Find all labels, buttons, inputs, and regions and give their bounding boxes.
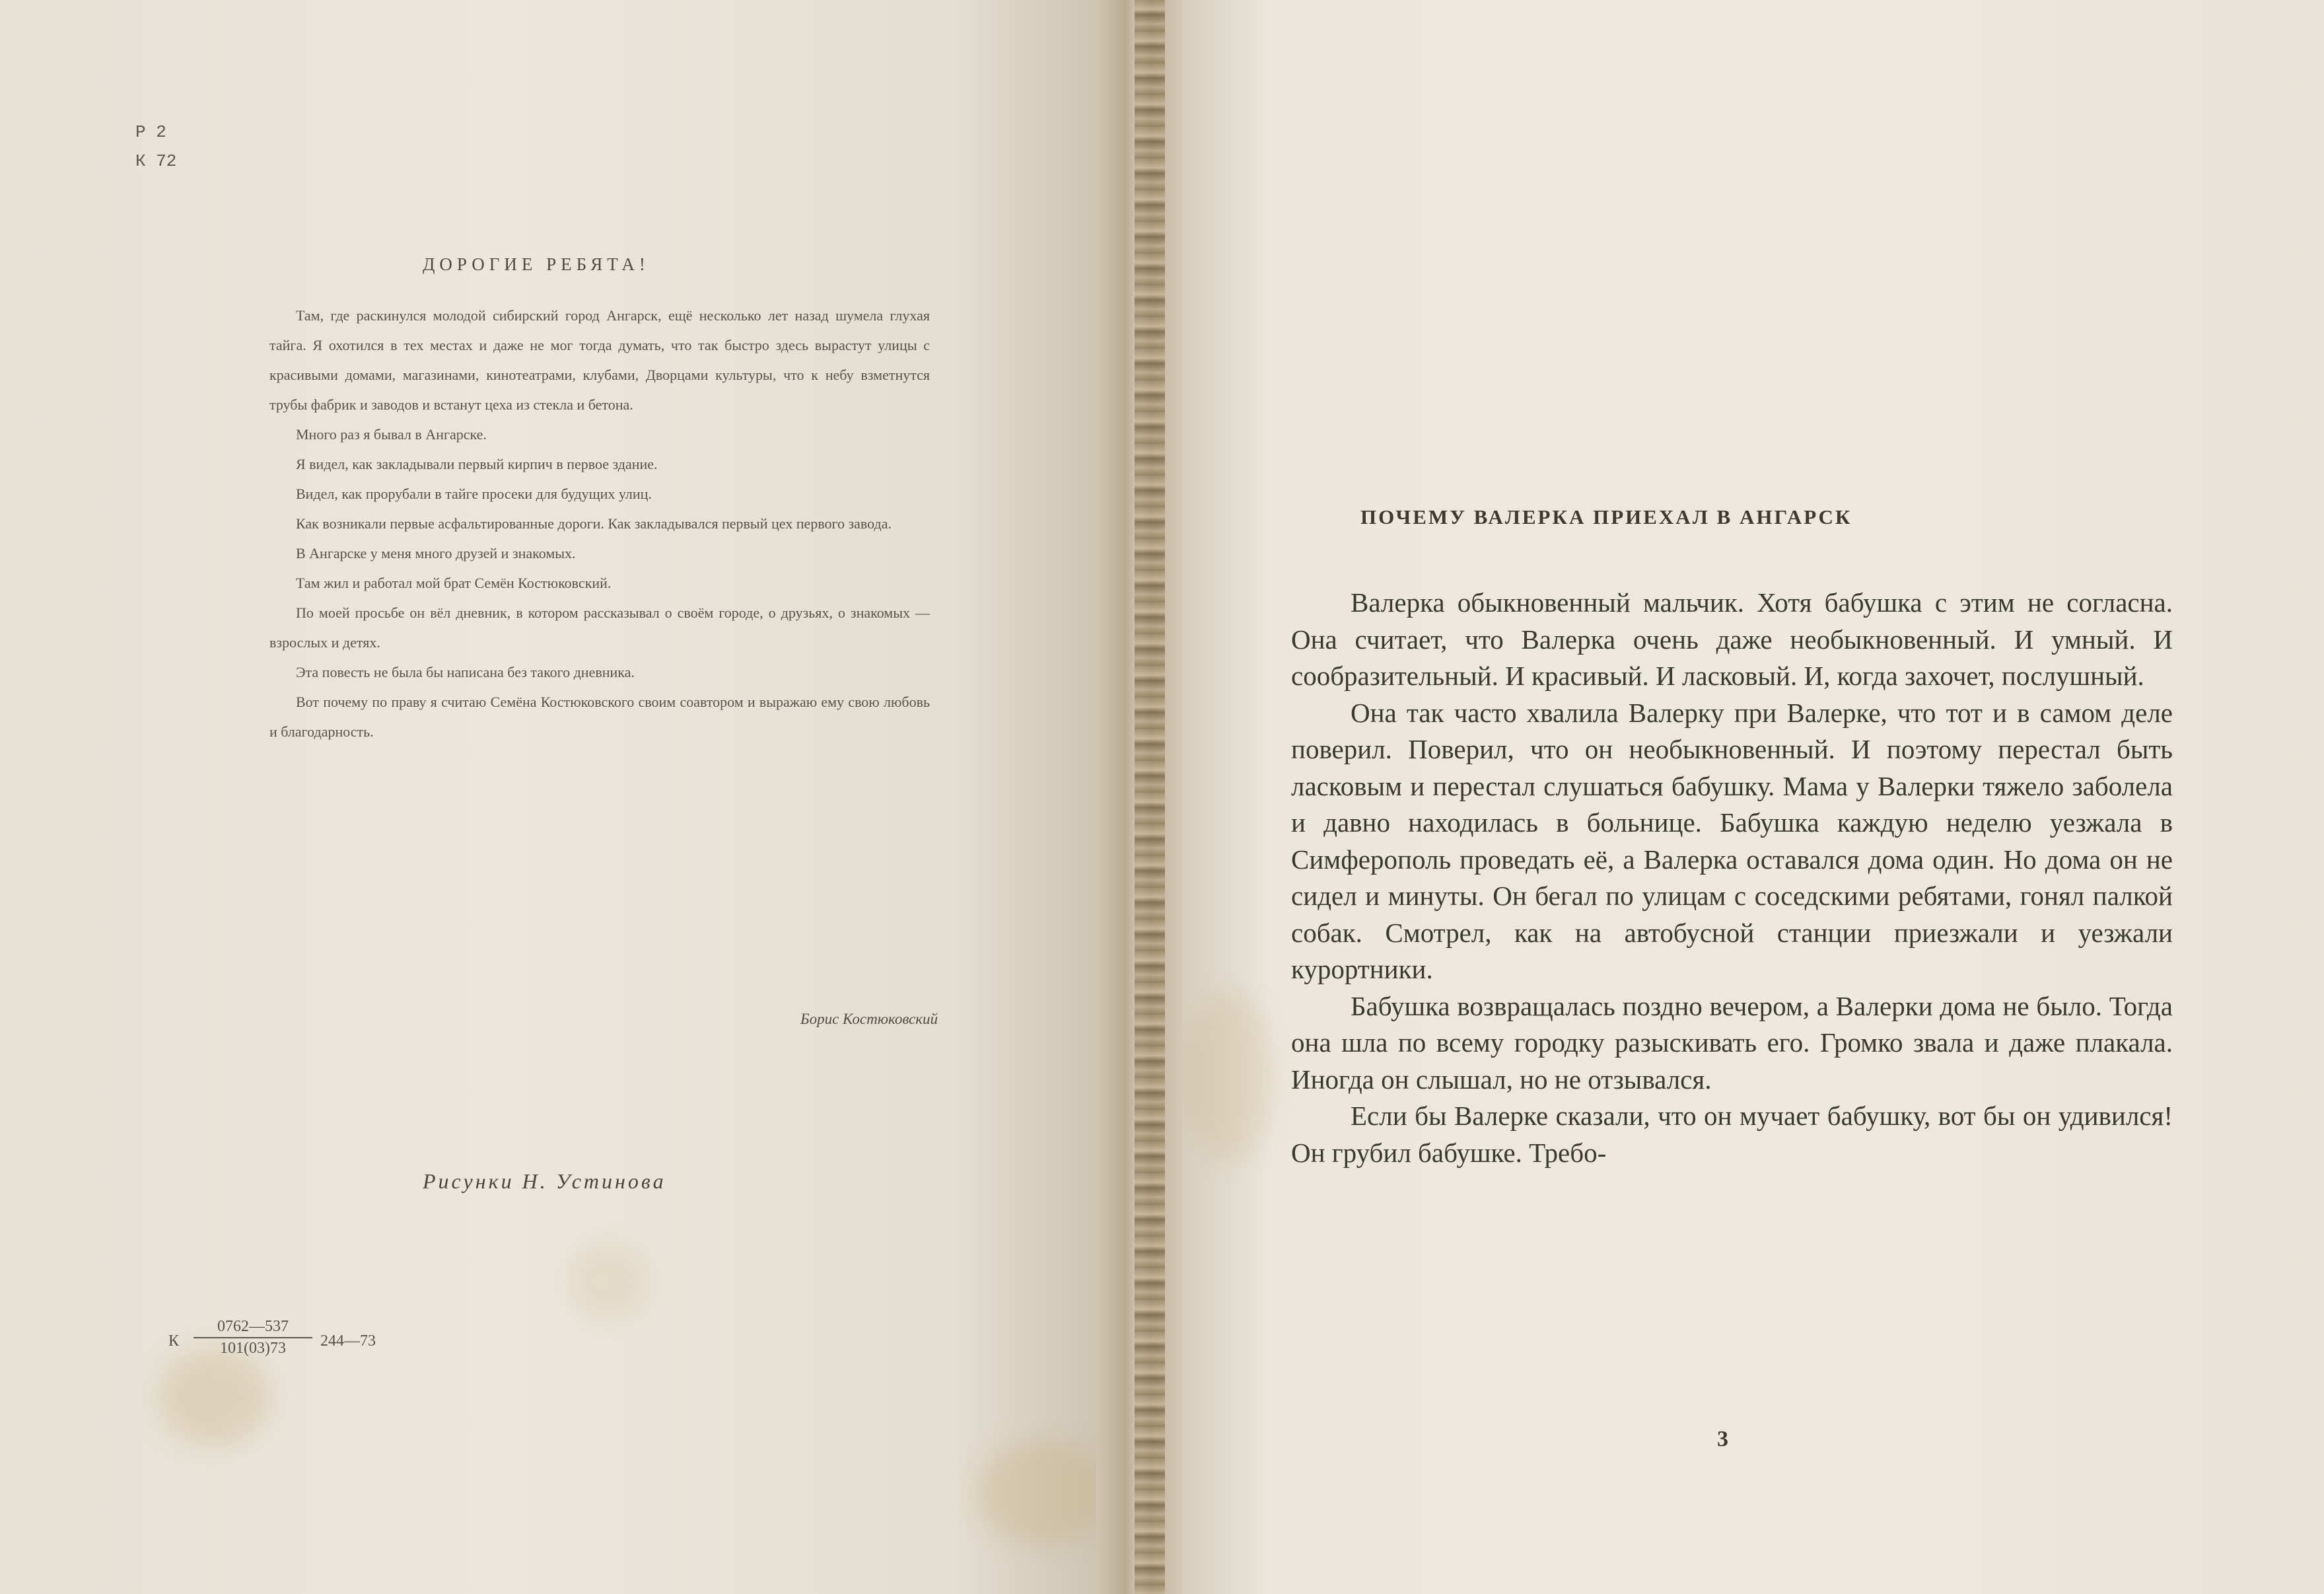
paper-stain	[568, 1242, 647, 1321]
book-spine	[1135, 0, 1165, 1594]
preface-text	[269, 301, 930, 746]
preface-paragraph: Видел, как прорубали в тайге просеки для будущих улиц.	[296, 486, 652, 502]
catalog-numerator: 0762—537	[194, 1318, 312, 1338]
author-signature: Борис Костюковский	[800, 1011, 938, 1027]
preface-paragraph: По моей просьбе он вёл дневник, в котором рассказывал о своём городе, о друзьях, о знакомых — взрослых и детях.	[269, 604, 930, 651]
left-page	[0, 0, 1123, 1594]
preface-paragraph: Вот почему по праву я считаю Семёна Костюковского своим соавтором и выражаю ему свою любовь и благодарность.	[269, 694, 930, 740]
catalog-prefix: К	[168, 1332, 180, 1350]
chapter-paragraph: Бабушка возвращалась поздно вечером, а Валерки дома не было. Тогда она шла по всему городку разыскивать его. Громко звала и даже плакала. Иногда он слышал, но не отзывался.	[1291, 990, 2173, 1095]
preface-paragraph: Много раз я бывал в Ангарске.	[296, 426, 487, 443]
chapter-title: ПОЧЕМУ ВАЛЕРКА ПРИЕХАЛ В АНГАРСК	[1360, 505, 1852, 528]
preface-paragraph: Там, где раскинулся молодой сибирский город Ангарск, ещё несколько лет назад шумела глухая тайга. Я охотился в тех местах и даже не мог тогда думать, что так быстро здесь вырастут улицы с красивыми домами, магазинами, кинотеатрами, клубами, Дворцами культуры, что к небу взметнутся трубы фабрик и заводов и встанут цеха из стекла и бетона.	[269, 307, 930, 413]
preface-paragraph: Эта повесть не была бы написана без такого дневника.	[296, 664, 635, 680]
preface-heading: ДОРОГИЕ РЕБЯТА!	[423, 254, 650, 274]
preface-paragraph: В Ангарске у меня много друзей и знакомых.	[296, 545, 576, 562]
paper-stain	[977, 1440, 1109, 1546]
call-number-line: К 72	[135, 151, 177, 171]
preface-paragraph: Как возникали первые асфальтированные дороги. Как закладывался первый цех первого завода.	[296, 515, 892, 532]
catalog-fraction	[194, 1318, 312, 1358]
catalog-denominator: 101(03)73	[220, 1340, 286, 1357]
chapter-text	[1291, 585, 2173, 1171]
chapter-paragraph: Если бы Валерке сказали, что он мучает бабушку, вот бы он удивился! Он грубил бабушке. Требо-	[1291, 1101, 2173, 1168]
preface-paragraph: Я видел, как закладывали первый кирпич в первое здание.	[296, 456, 658, 472]
page-number: 3	[1717, 1427, 1728, 1451]
catalog-suffix: 244—73	[320, 1332, 376, 1350]
chapter-paragraph: Она так часто хвалила Валерку при Валерке, что тот и в самом деле поверил. Поверил, что он необыкновенный. И поэтому перестал быть ласковым и перестал слушаться бабушку. Мама у Валерки тяжело заболела и давно находилась в больнице. Бабушка каждую неделю уезжала в Симферополь проведать её, а Валерка оставался дома один. Но дома он не сидел и минуты. Он бегал по улицам с соседскими ребятами, гонял палкой собак. Смотрел, как на автобусной станции приезжали и уезжали курортники.	[1291, 697, 2173, 984]
paper-stain	[1182, 991, 1275, 1163]
chapter-paragraph: Валерка обыкновенный мальчик. Хотя бабушка с этим не согласна. Она считает, что Валерка очень даже необыкновенный. И умный. И сообразительный. И красивый. И ласковый. И, когда захочет, послушный.	[1291, 587, 2173, 691]
illustrator-credit: Рисунки Н. Устинова	[423, 1169, 666, 1193]
preface-paragraph: Там жил и работал мой брат Семён Костюковский.	[296, 575, 612, 591]
paper-stain	[158, 1348, 271, 1447]
library-call-number	[135, 118, 176, 176]
call-number-line: Р 2	[135, 122, 166, 142]
right-page	[1182, 0, 2324, 1594]
